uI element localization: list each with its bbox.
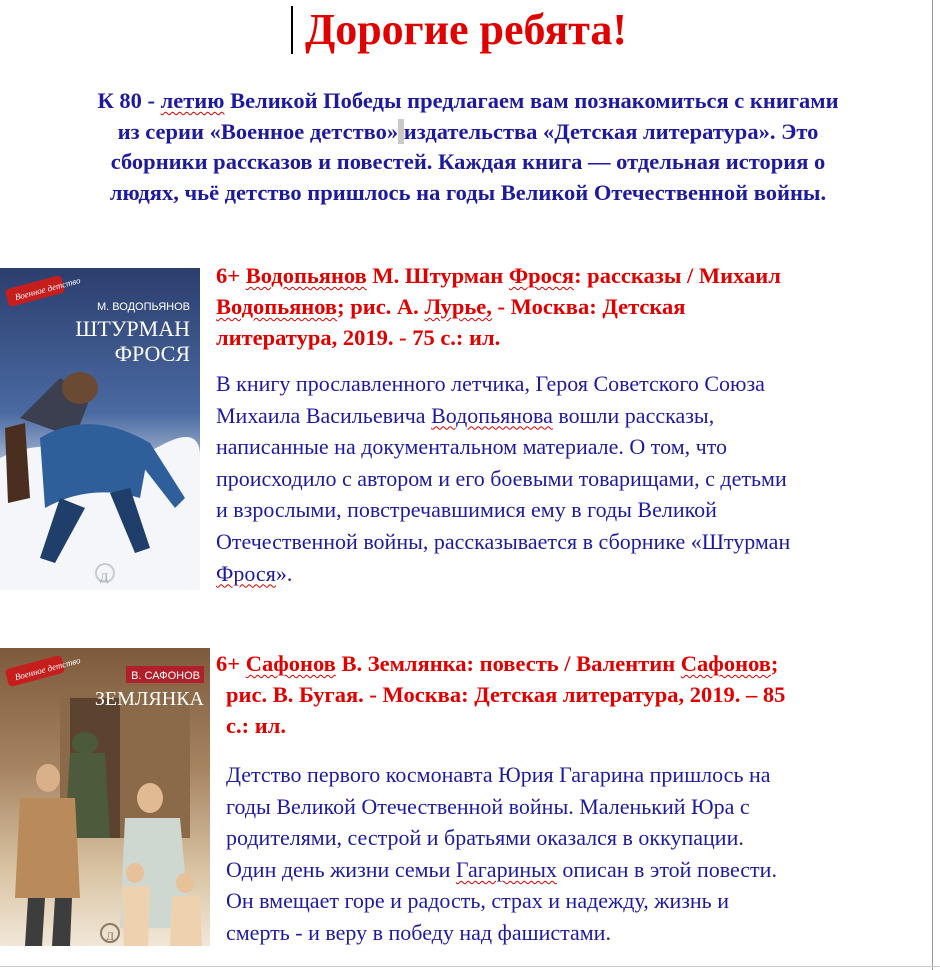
intro-text: издательства «Детская литература». Это [403, 118, 819, 144]
citation-text: : рассказы / Михаил [574, 263, 781, 288]
desc-line [216, 400, 932, 432]
intro-line-3: сборники рассказов и повестей. Каждая книга — отдельная история о [110, 149, 826, 174]
citation-line-1 [216, 648, 932, 679]
desc-line: В книгу прославленного летчика, Героя Советского Союза [216, 371, 765, 396]
intro-paragraph [4, 86, 932, 208]
cover-title-line-1: ШТУРМАН [75, 316, 190, 341]
spellcheck-word: Фрося [216, 560, 276, 586]
spellcheck-word: Сафонов [680, 651, 771, 676]
spellcheck-word: Гагариных [455, 856, 557, 882]
citation-text: - Москва: Детская [491, 294, 686, 319]
citation-line-2 [216, 291, 932, 322]
desc-line: родителями, сестрой и братьями оказался в оккупации. [226, 825, 744, 851]
cover-series-label: Военное детство [13, 275, 82, 303]
intro-text: из серии «Военное детство» [117, 118, 399, 144]
cover-author: М. ВОДОПЬЯНОВ [97, 301, 190, 313]
desc-text: вошли рассказы, [552, 402, 715, 428]
page-edge-right [932, 0, 933, 970]
cover-author: В. САФОНОВ [131, 670, 200, 682]
book-1-description [216, 368, 932, 589]
publisher-logo: Д [105, 929, 115, 943]
spellcheck-word: летию [160, 88, 225, 113]
cover-title-line-2: ФРОСЯ [114, 341, 190, 366]
book-2-description [226, 759, 932, 949]
desc-text: Один день жизни семьи [226, 856, 456, 882]
text-cursor [291, 6, 293, 54]
citation-text: ; [770, 651, 779, 676]
citation-text: М. Штурман [366, 263, 509, 288]
cover-illustration [0, 648, 210, 946]
intro-line-4: людях, чьё детство пришлось на годы Великой Отечественной войны. [109, 179, 827, 205]
desc-line: Детство первого космонавта Юрия Гагарина пришлось на [226, 762, 771, 787]
spellcheck-word: Водопьянов [245, 263, 367, 288]
desc-line [226, 854, 932, 886]
desc-text: Михаила Васильевича [216, 402, 432, 428]
page-title: Дорогие ребята! [304, 5, 628, 54]
desc-text: ». [275, 560, 293, 586]
citation-line-3: литература, 2019. - 75 с.: ил. [216, 325, 501, 350]
book-cover-shturman-frosya [0, 268, 200, 590]
spellcheck-word: Лурье, [424, 294, 492, 319]
page-edge-bottom [0, 966, 940, 967]
spellcheck-word: Водопьянов [216, 294, 338, 319]
citation-line-1 [216, 260, 932, 291]
book-cover-zemlyanka [0, 648, 210, 946]
citation-line-3: с.: ил. [226, 713, 286, 738]
desc-line: смерть - и веру в победу над фашистами. [226, 919, 611, 945]
cover-series-label: Военное детство [13, 655, 82, 683]
book-2-citation [216, 648, 932, 741]
desc-line: Он вмещает горе и радость, страх и надежду, жизнь и [226, 888, 729, 914]
intro-text: Великой Победы предлагаем вам познакомиться с книгами [224, 88, 839, 113]
desc-line: написанные на документальном материале. О том, что [216, 434, 728, 460]
citation-line-2: рис. В. Бугая. - Москва: Детская литература, 2019. – 85 [226, 682, 786, 707]
book-1-citation [216, 260, 932, 353]
desc-text: описан в этой повести. [556, 856, 777, 882]
intro-text: К 80 - [97, 88, 161, 113]
intro-line-2 [4, 117, 932, 148]
desc-line: Отечественной войны, рассказывается в сборнике «Штурман [216, 528, 791, 554]
spellcheck-word: Фрося [508, 263, 575, 288]
age-rating: 6+ [216, 263, 246, 288]
publisher-logo: Д [99, 570, 109, 584]
desc-line: происходило с автором и его боевыми товарищами, с детьми [216, 465, 787, 491]
cover-title: ЗЕМЛЯНКА [94, 688, 204, 710]
citation-text: ; рис. А. [337, 294, 425, 319]
citation-text: В. Землянка: повесть / Валентин [335, 651, 681, 676]
age-rating: 6+ [216, 651, 246, 676]
desc-line [216, 558, 932, 590]
spellcheck-word: Сафонов [245, 651, 336, 676]
cover-illustration [0, 268, 200, 590]
spellcheck-word: Водопьянова [431, 402, 553, 428]
desc-line: и взрослыми, повстречавшимися ему в годы Великой [216, 497, 717, 523]
intro-line-1 [4, 86, 932, 117]
desc-line: годы Великой Отечественной войны. Маленький Юра с [226, 793, 750, 819]
